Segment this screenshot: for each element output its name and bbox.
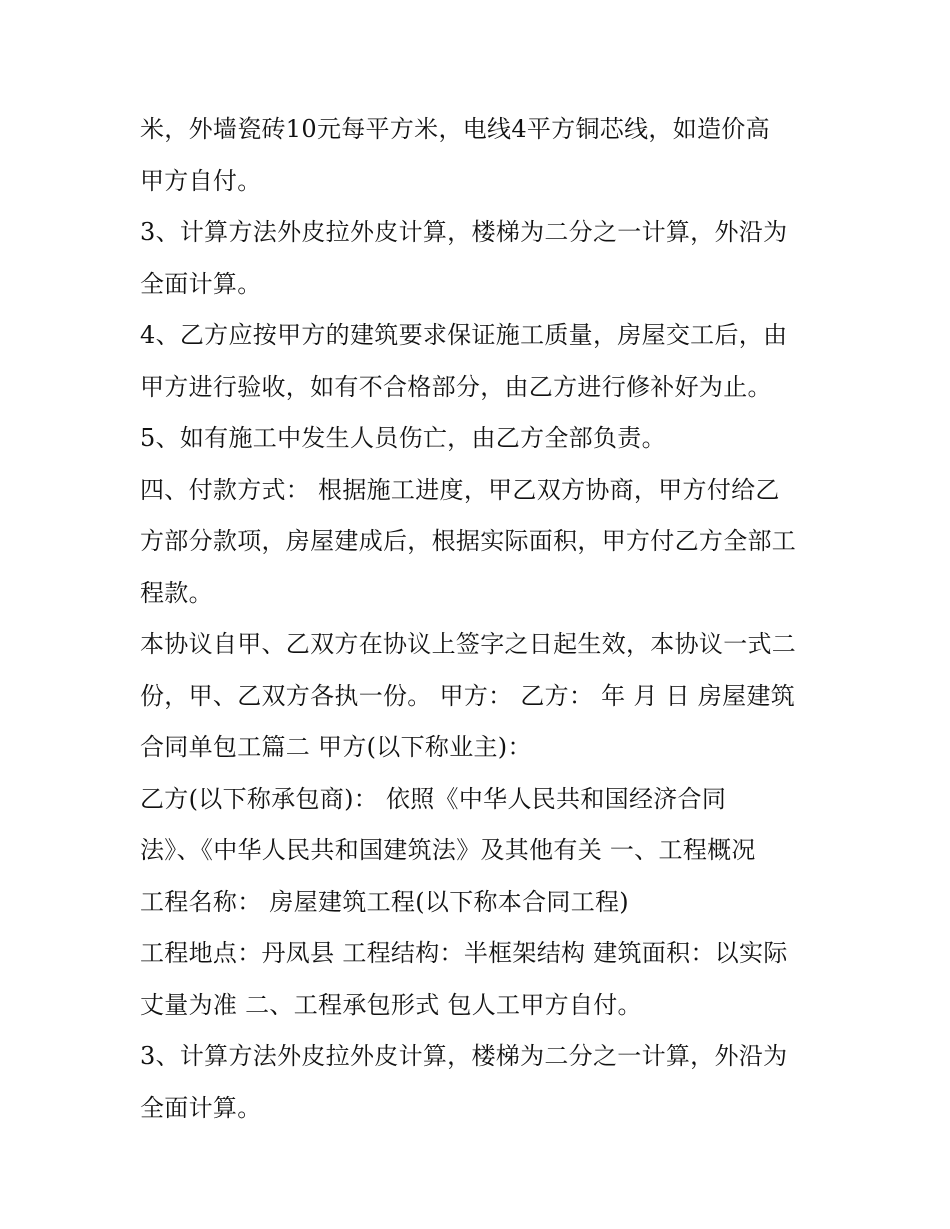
text-line: 四、付款方式： 根据施工进度，甲乙双方协商，甲方付给乙 <box>140 475 780 504</box>
text-line: 4、乙方应按甲方的建筑要求保证施工质量，房屋交工后，由 <box>140 321 788 349</box>
text-line: 合同单包工篇二 甲方(以下称业主)： <box>140 733 532 761</box>
text-line: 全面计算。 <box>140 1093 262 1122</box>
text-line: 3、计算方法外皮拉外皮计算，楼梯为二分之一计算，外沿为 <box>140 1042 788 1070</box>
text-line: 全面计算。 <box>140 269 262 298</box>
text-line: 5、如有施工中发生人员伤亡，由乙方全部负责。 <box>140 424 666 452</box>
text-line: 工程名称： 房屋建筑工程(以下称本合同工程) <box>140 887 629 916</box>
text-line: 份，甲、乙双方各执一份。 甲方： 乙方： 年 月 日 房屋建筑 <box>140 681 796 710</box>
text-line: 3、计算方法外皮拉外皮计算，楼梯为二分之一计算，外沿为 <box>140 218 788 246</box>
text-line: 乙方(以下称承包商)： 依照《中华人民共和国经济合同 <box>140 784 727 813</box>
text-line: 甲方自付。 <box>140 166 262 195</box>
text-line: 甲方进行验收，如有不合格部分，由乙方进行修补好为止。 <box>140 372 772 401</box>
text-line: 法》、《中华人民共和国建筑法》及其他有关 一、工程概况 <box>140 836 756 864</box>
document-body <box>140 104 830 1134</box>
text-line: 米，外墙瓷砖10元每平方米，电线4平方铜芯线，如造价高 <box>140 115 770 143</box>
text-line: 丈量为准 二、工程承包形式 包人工甲方自付。 <box>140 990 642 1019</box>
text-line: 方部分款项，房屋建成后，根据实际面积，甲方付乙方全部工 <box>140 527 797 555</box>
text-line: 本协议自甲、乙双方在协议上签字之日起生效，本协议一式二 <box>140 630 797 658</box>
text-line: 程款。 <box>140 578 213 607</box>
text-line: 工程地点：丹凤县 工程结构：半框架结构 建筑面积：以实际 <box>140 939 788 967</box>
